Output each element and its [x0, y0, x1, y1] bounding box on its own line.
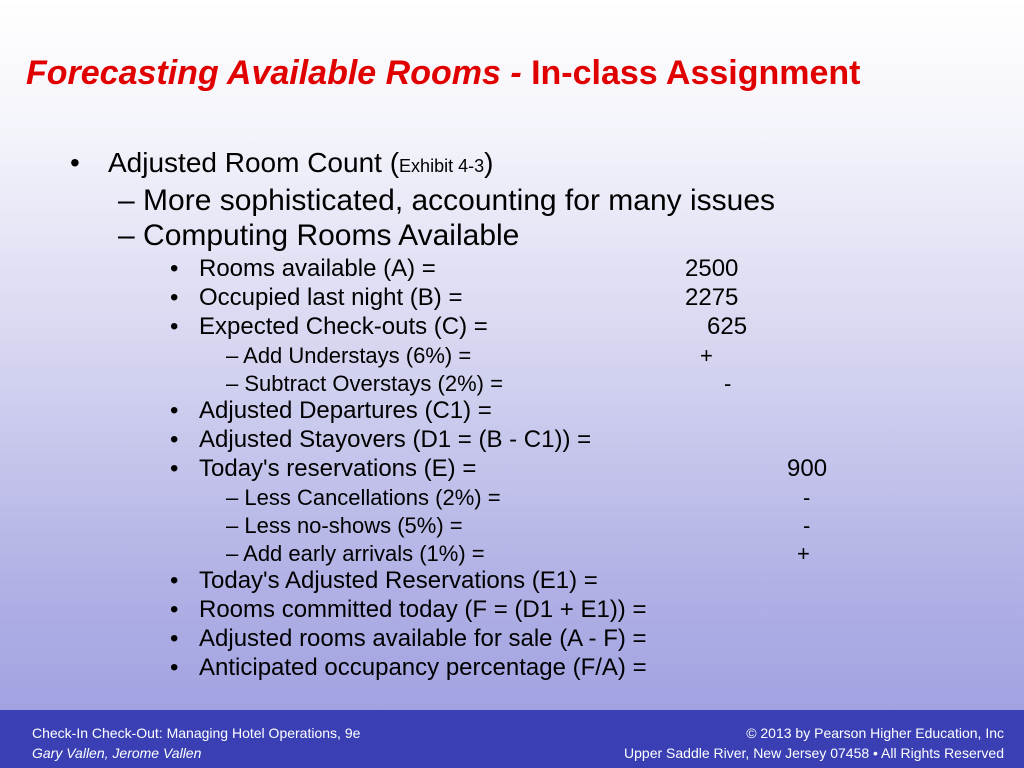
sub-bullet-computing	[118, 219, 519, 253]
dash-icon: –	[226, 371, 245, 396]
item-rooms-committed-today	[170, 596, 647, 624]
slide-title-plain: In-class Assignment	[531, 54, 861, 92]
footer-authors: Gary Vallen, Jerome Vallen	[32, 745, 202, 761]
item-value: -	[724, 371, 732, 396]
bullet-dot-icon: •	[170, 313, 179, 340]
bullet-dot-icon: •	[170, 397, 179, 424]
dash-icon: –	[226, 343, 244, 368]
item-label: Adjusted Departures (C1) =	[199, 397, 492, 424]
item-label: Today's Adjusted Reservations (E1) =	[199, 567, 598, 594]
item-label: Expected Check-outs (C) =	[199, 313, 488, 340]
item-label: Rooms committed today (F = (D1 + E1)) =	[199, 596, 647, 623]
bullet-dot-icon: •	[170, 625, 179, 652]
dash-icon: –	[226, 541, 244, 566]
heading-label: Adjusted Room Count (	[108, 147, 400, 178]
heading-text	[108, 147, 493, 179]
item-label: Anticipated occupancy percentage (F/A) =	[199, 654, 647, 681]
dash-icon: –	[226, 485, 245, 510]
item-value: +	[700, 343, 713, 368]
item-label: Today's reservations (E) =	[199, 455, 477, 482]
bullet-dot-icon: •	[170, 596, 179, 623]
item-label: Less no-shows (5%) =	[244, 513, 463, 538]
dash-icon: –	[118, 184, 144, 217]
item-adjusted-departures	[170, 397, 492, 425]
slide-footer	[0, 710, 1024, 768]
item-todays-adjusted-reservations	[170, 567, 598, 595]
exhibit-reference: Exhibit 4-3	[399, 156, 485, 176]
item-label: Less Cancellations (2%) =	[244, 485, 501, 510]
bullet-dot-icon: •	[170, 284, 179, 311]
item-todays-reservations	[170, 455, 477, 483]
item-label: Adjusted rooms available for sale (A - F) =	[199, 625, 647, 652]
bullet-dot-icon: •	[170, 567, 179, 594]
item-occupied-last-night	[170, 284, 463, 312]
footer-address: Upper Saddle River, New Jersey 07458 • All Rights Reserved	[624, 745, 1004, 761]
item-rooms-available	[170, 255, 436, 283]
item-anticipated-occupancy	[170, 654, 647, 682]
dash-icon: –	[226, 513, 245, 538]
dash-icon: –	[118, 219, 144, 252]
bullet-dot-icon: •	[170, 455, 179, 482]
item-adjusted-stayovers	[170, 426, 592, 454]
footer-copyright: © 2013 by Pearson Higher Education, Inc	[746, 725, 1004, 741]
item-label: Subtract Overstays (2%) =	[244, 371, 503, 396]
item-value: -	[803, 513, 811, 538]
item-value: 900	[787, 455, 828, 482]
sub-bullet-sophisticated	[118, 184, 775, 218]
item-label: Add Understays (6%) =	[243, 343, 472, 368]
item-label: Rooms available (A) =	[199, 255, 436, 282]
footer-right	[624, 723, 1004, 763]
footer-left	[32, 723, 360, 763]
item-value: 625	[707, 313, 748, 340]
bullet-dot-icon: •	[170, 255, 179, 282]
slide-title-italic: Forecasting Available Rooms -	[26, 54, 532, 92]
item-label: Occupied last night (B) =	[199, 284, 463, 311]
item-value: 2500	[685, 255, 739, 282]
bullet-dot-icon: •	[170, 654, 179, 681]
heading-close-paren: )	[484, 147, 494, 178]
item-expected-checkouts	[170, 313, 488, 341]
item-label: Add early arrivals (1%) =	[243, 541, 485, 566]
item-add-early-arrivals	[226, 541, 485, 567]
bullet-dot-icon: •	[70, 147, 80, 178]
item-adjusted-rooms-available	[170, 625, 647, 653]
item-label: Adjusted Stayovers (D1 = (B - C1)) =	[199, 426, 592, 453]
sub-bullet-text: More sophisticated, accounting for many issues	[143, 184, 776, 217]
item-value: 2275	[685, 284, 739, 311]
footer-book-title: Check-In Check-Out: Managing Hotel Operations, 9e	[32, 725, 361, 741]
item-less-cancellations	[226, 485, 501, 511]
item-subtract-overstays	[226, 371, 503, 397]
sub-bullet-text: Computing Rooms Available	[143, 219, 520, 252]
item-add-understays	[226, 343, 471, 369]
bullet-dot-icon: •	[170, 426, 179, 453]
item-value: -	[803, 485, 811, 510]
item-value: +	[797, 541, 810, 566]
item-less-no-shows	[226, 513, 463, 539]
